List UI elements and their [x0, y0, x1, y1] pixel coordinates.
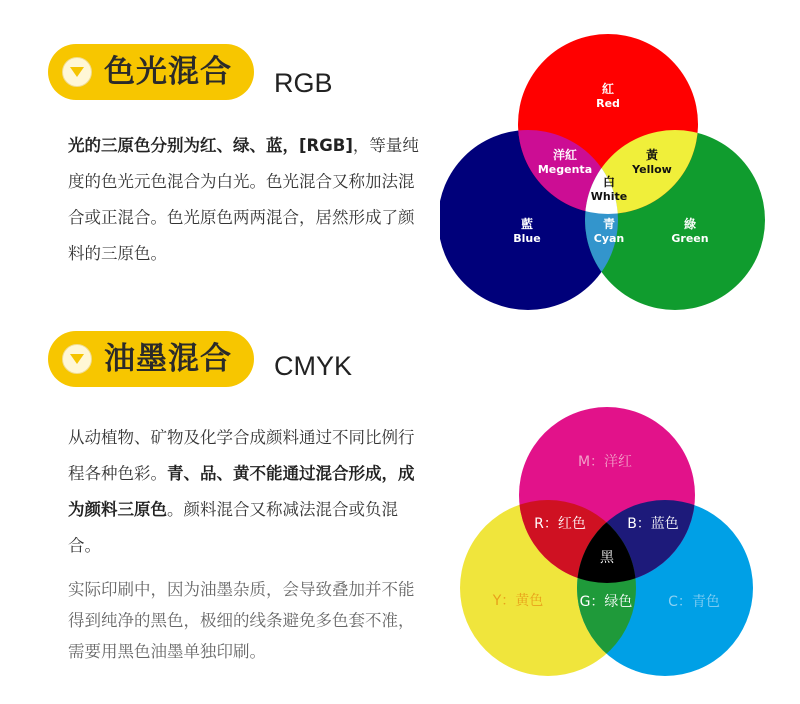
rgb-section-title: 色光混合 [104, 54, 232, 90]
rgb-description [68, 128, 428, 272]
cmyk-label-red: R：红色 [534, 516, 586, 532]
cmyk-description-part1: 从动植物、矿物及化学合成颜料通过不同比例行程各种色彩。 [68, 428, 415, 483]
chevron-down-icon [62, 344, 92, 374]
rgb-description-bold: 光的三原色分别为红、绿、蓝，[RGB] [68, 136, 353, 155]
rgb-label-green-en: Green [671, 232, 709, 245]
rgb-label-yellow-en: Yellow [632, 163, 672, 176]
cmyk-venn-diagram [440, 395, 780, 695]
cmyk-description-part2: 。颜料混合又称减法混合或负混合。 [68, 500, 398, 555]
rgb-subtitle: RGB [274, 68, 333, 98]
rgb-label-white: 白 [602, 175, 616, 189]
cmyk-section-title: 油墨混合 [104, 341, 232, 377]
rgb-label-magenta: 洋紅 [552, 148, 578, 162]
rgb-title-pill [48, 44, 254, 100]
cmyk-subtitle: CMYK [274, 351, 353, 381]
rgb-label-red: 紅 [601, 82, 615, 96]
cmyk-description [68, 420, 418, 564]
rgb-label-cyan: 青 [602, 217, 616, 231]
rgb-venn-diagram [440, 20, 780, 320]
cmyk-label-black: 黑 [600, 550, 614, 566]
rgb-description-rest: ，等量纯度的色光元色混合为白光。色光混合又称加法混合或正混合。色光原色两两混合，居然形成了颜料的三原色。 [68, 136, 419, 263]
cmyk-title-pill [48, 331, 254, 387]
rgb-label-red-en: Red [596, 97, 620, 110]
rgb-label-blue: 藍 [520, 217, 534, 231]
cmyk-label-cyan: C：青色 [668, 594, 720, 610]
chevron-down-icon [62, 57, 92, 87]
rgb-label-blue-en: Blue [513, 232, 541, 245]
cmyk-label-yellow: Y：黄色 [492, 593, 544, 609]
cmyk-description-bold: 青、品、黄不能通过混合形成，成为颜料三原色 [68, 464, 415, 519]
rgb-label-cyan-en: Cyan [593, 232, 625, 245]
rgb-label-green: 綠 [683, 217, 697, 231]
cmyk-label-green: G：绿色 [579, 594, 633, 610]
rgb-label-yellow: 黃 [645, 148, 659, 162]
rgb-label-white-en: White [590, 190, 628, 203]
rgb-label-magenta-en: Megenta [537, 163, 593, 176]
cmyk-label-blue: B：蓝色 [627, 516, 679, 532]
cmyk-label-magenta: M：洋红 [577, 454, 633, 470]
cmyk-note: 实际印刷中，因为油墨杂质，会导致叠加并不能得到纯净的黑色，极细的线条避免多色套不准，需要用黑色油墨单独印刷。 [68, 580, 415, 661]
